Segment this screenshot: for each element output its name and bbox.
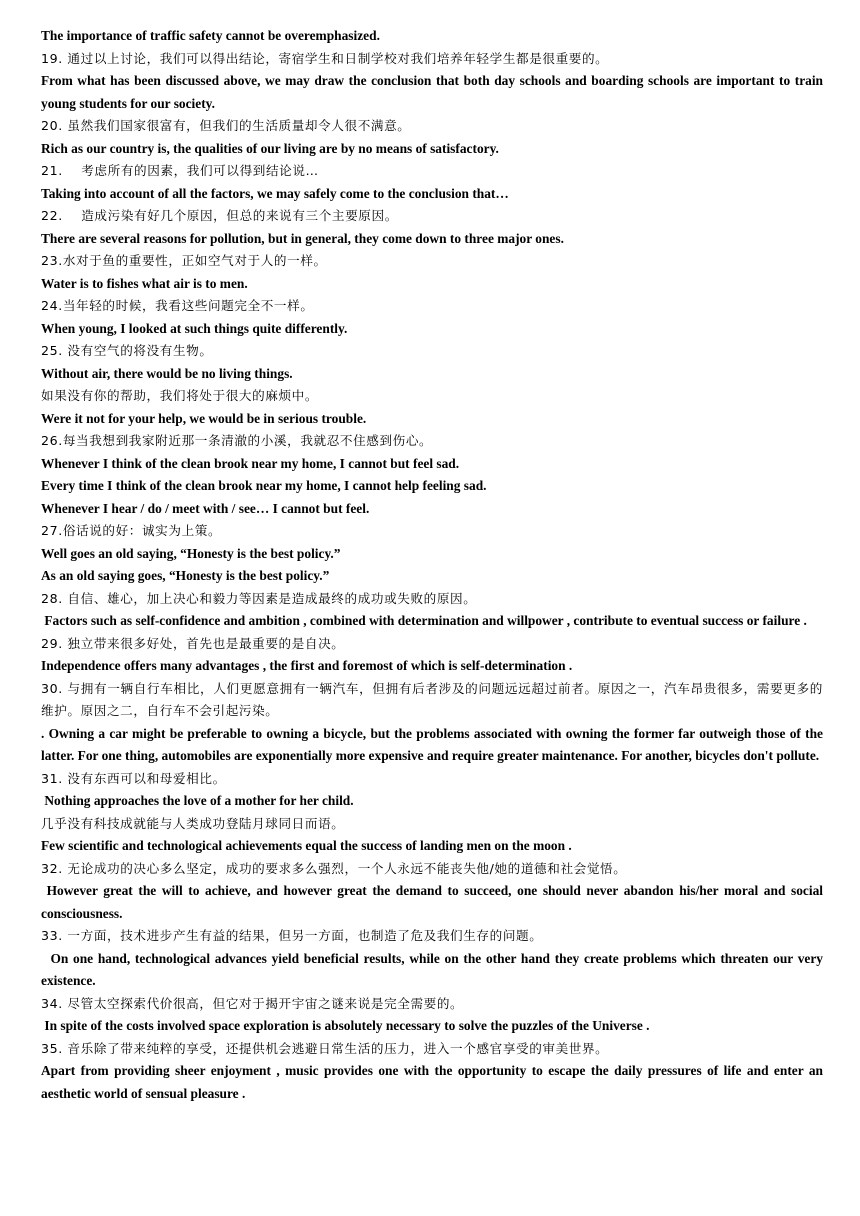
- chinese-line: 28. 自信、雄心，加上决心和毅力等因素是造成最终的成功或失败的原因。: [41, 590, 477, 606]
- chinese-line: 几乎没有科技成就能与人类成功登陆月球同日而语。: [41, 815, 345, 831]
- english-line: Independence offers many advantages , the first and foremost of which is self-determination .: [41, 658, 573, 673]
- english-line: Water is to fishes what air is to men.: [41, 275, 248, 291]
- chinese-line: 34. 尽管太空探索代价很高，但它对于揭开宇宙之谜来说是完全需要的。: [41, 995, 464, 1011]
- chinese-line: 30. 与拥有一辆自行车相比，人们更愿意拥有一辆汽车，但拥有后者涉及的问题远远超过前者。原因之一，汽车昂贵很多，需要更多的维护。原因之二，自行车不会引起污染。: [41, 680, 823, 718]
- english-line: In spite of the costs involved space exploration is absolutely necessary to solve the puzzles of the Universe .: [41, 1018, 650, 1033]
- english-line: However great the will to achieve, and however great the demand to succeed, one should never abandon his/her moral and social consciousness.: [41, 883, 827, 921]
- document-page: [41, 25, 827, 1105]
- english-line: As an old saying goes, “Honesty is the best policy.”: [41, 568, 330, 583]
- chinese-line: 35. 音乐除了带来纯粹的享受，还提供机会逃避日常生活的压力，进入一个感官享受的审美世界。: [41, 1040, 609, 1056]
- english-line: Whenever I think of the clean brook near my home, I cannot but feel sad.: [41, 455, 460, 471]
- english-line: Were it not for your help, we would be in serious trouble.: [41, 410, 367, 426]
- chinese-line: 24.当年轻的时候，我看这些问题完全不一样。: [41, 298, 314, 313]
- chinese-line: 33. 一方面，技术进步产生有益的结果，但另一方面，也制造了危及我们生存的问题。: [41, 928, 543, 943]
- english-line: Apart from providing sheer enjoyment , music provides one with the opportunity to escape the daily pressures of life and enter an aesthetic world of sensual pleasure .: [41, 1063, 823, 1101]
- english-line: When young, I looked at such things quite differently.: [41, 320, 348, 336]
- english-line: Few scientific and technological achievements equal the success of landing men on the moon .: [41, 838, 572, 853]
- chinese-line: 32. 无论成功的决心多么坚定，成功的要求多么强烈，一个人永远不能丧失他/她的道德和社会觉悟。: [41, 860, 627, 876]
- chinese-line: 22. 造成污染有好几个原因，但总的来说有三个主要原因。: [41, 208, 398, 223]
- chinese-line: 21. 考虑所有的因素，我们可以得到结论说…: [41, 163, 319, 178]
- chinese-line: 如果没有你的帮助，我们将处于很大的麻烦中。: [41, 388, 319, 403]
- chinese-line: 19. 通过以上讨论，我们可以得出结论，寄宿学生和日制学校对我们培养年轻学生都是很重要的。: [41, 50, 609, 66]
- chinese-line: 25. 没有空气的将没有生物。: [41, 343, 213, 358]
- english-line: Factors such as self-confidence and ambition , combined with determination and willpower , contribute to eventual success or failure .: [41, 613, 807, 628]
- english-line: Taking into account of all the factors, we may safely come to the conclusion that…: [41, 185, 509, 201]
- chinese-line: 27.俗话说的好：诚实为上策。: [41, 523, 222, 538]
- english-line: . Owning a car might be preferable to owning a bicycle, but the problems associated with owning the former far outweigh those of the latter. For one thing, automobiles are exponentially more expensive and require greater maintenance. For another, bicycles don't pollute.: [41, 725, 823, 763]
- english-line: Without air, there would be no living things.: [41, 365, 293, 381]
- english-line: Every time I think of the clean brook near my home, I cannot help feeling sad.: [41, 478, 487, 493]
- english-line: From what has been discussed above, we may draw the conclusion that both day schools and boarding schools are important to train young students for our society.: [41, 73, 823, 111]
- english-line: On one hand, technological advances yield beneficial results, while on the other hand they create problems which threaten our very existence.: [41, 950, 827, 988]
- chinese-line: 26.每当我想到我家附近那一条清澈的小溪，我就忍不住感到伤心。: [41, 433, 433, 448]
- english-line: Nothing approaches the love of a mother for her child.: [41, 793, 354, 808]
- chinese-line: 23.水对于鱼的重要性，正如空气对于人的一样。: [41, 253, 327, 268]
- english-line: Well goes an old saying, “Honesty is the best policy.”: [41, 545, 341, 561]
- english-line: Rich as our country is, the qualities of our living are by no means of satisfactory.: [41, 140, 499, 156]
- english-line: Whenever I hear / do / meet with / see… I cannot but feel.: [41, 500, 370, 516]
- chinese-line: 20. 虽然我们国家很富有，但我们的生活质量却令人很不满意。: [41, 118, 411, 133]
- english-line: There are several reasons for pollution, but in general, they come down to three major ones.: [41, 230, 564, 246]
- chinese-line: 31. 没有东西可以和母爱相比。: [41, 770, 226, 786]
- chinese-line: 29. 独立带来很多好处，首先也是最重要的是自决。: [41, 635, 345, 651]
- english-line: The importance of traffic safety cannot be overemphasized.: [41, 28, 380, 43]
